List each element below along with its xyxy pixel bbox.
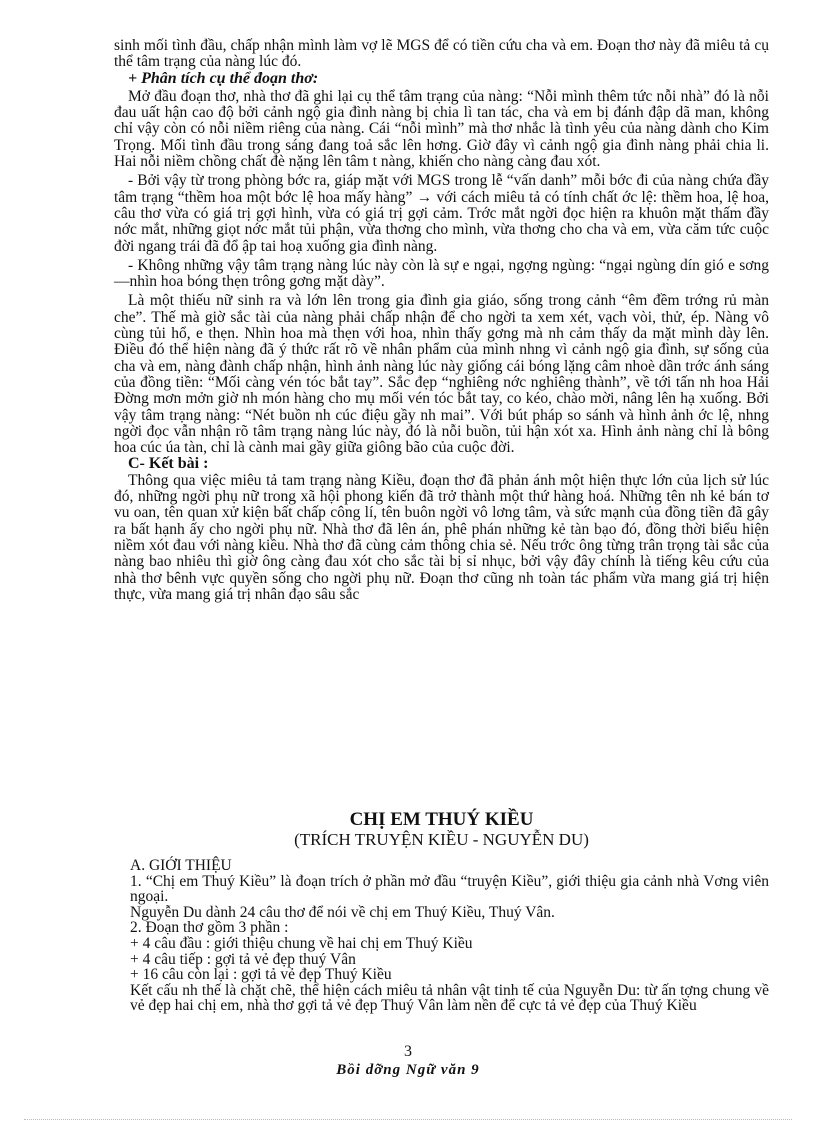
- intro-section: [130, 858, 769, 1014]
- intro-line-7: Kết cấu nh thế là chặt chẽ, thể hiện cách miêu tả nhân vật tinh tế của Nguyễn Du: từ ấn tợng chung về vẻ đẹp hai chị em, nhà thơ gợi tả vẻ đẹp Thuý Vân làm nền để cực tả vẻ đẹp của Thuý Kiều: [130, 981, 769, 1015]
- intro-heading: A. GIỚI THIỆU: [130, 857, 232, 874]
- paragraph-analysis-4: Là một thiếu nữ sinh ra và lớn lên trong gia đình gia giáo, sống trong cảnh “êm đềm trớng rủ màn che”. Thế mà giờ sắc tài của nàng phải chấp nhận để cho ngời ta xem xét, vạch vòi, thử, ép. Nàng vô cùng tủi hổ, e thẹn. Nhìn hoa mà thẹn với hoa, nhìn thấy gơng mà nh cảm thấy da mặt mình dày lên. Điều đó thể hiện nàng đã ý thức rất rõ về nhân phẩm của mình nhng vì cảnh ngộ gia đình, sự sống của cha và em, nàng đành chấp nhận, hình ảnh nàng lúc này giống cái bóng lặng câm nhoè dần trớc ánh sáng của đồng tiền: “Mối càng vén tóc bắt tay”. Sắc đẹp “nghiêng nớc nghiêng thành”, về tới tấn nh hoa Hải Đờng mơn mởn giờ nh món hàng cho mụ mối vén tóc bắt tay, co kéo, chào mời, nâng lên hạ xuống. Bởi vậy tâm trạng nàng: “Nét buồn nh cúc điệu gầy nh mai”. Với bút pháp so sánh và hình ảnh ớc lệ, nhng ngời đọc vẫn nhận rõ tâm trạng nàng lúc này, đó là nỗi buồn, tủi hận xót xa. Hình ảnh nàng chỉ là bông hoa cúc úa tàn, chỉ là cành mai gầy giữa giông bão của cuộc đời.: [114, 292, 769, 457]
- page-bottom-divider: [24, 1119, 792, 1120]
- intro-line-5: + 4 câu tiếp : gợi tả vẻ đẹp thuý Vân: [130, 950, 356, 968]
- intro-line-1: 1. “Chị em Thuý Kiều” là đoạn trích ở phần mở đầu “truyện Kiều”, giới thiệu gia cảnh nhà Vơng viên ngoại.: [130, 872, 769, 906]
- paragraph-conclusion: Thông qua việc miêu tả tam trạng nàng Kiều, đoạn thơ đã phản ánh một hiện thực lớn của lịch sử lúc đó, những ngời phụ nữ trong xã hội phong kiến đã trở thành một thứ hàng hoá. Những tên nh kẻ bán tơ vu oan, tên quan xử kiện bất chấp công lí, tên buôn ngời vô lơng tâm, và sức mạnh của đồng tiền đã gây ra bất hạnh ấy cho ngời phụ nữ. Nhà thơ đã lên án, phê phán những kẻ tàn bạo đó, đồng thời biểu hiện niềm xót đau với nàng kiều. Nhà thơ đã cùng cảm thông chia sẻ. Nếu trớc ông từng trân trọng tài sắc của nàng bao nhiêu thì giờ ông càng đau xót cho sắc tài bị sỉ nhục, bởi vậy đây chính là tiếng kêu cứu của nhà thơ bênh vực quyền sống cho ngời phụ nữ. Đoạn thơ cũng nh toàn tác phẩm vừa mang giá trị hiện thực, vừa mang giá trị nhân đạo sâu sắc: [114, 471, 769, 603]
- paragraph-analysis-3: - Không những vậy tâm trạng nàng lúc này còn là sự e ngại, ngợng ngùng: “ngại ngùng dín gió e sơng —nhìn hoa bóng thẹn trông gơng mặt dày”.: [114, 256, 769, 291]
- conclusion-heading: C- Kết bài :: [128, 455, 209, 473]
- book-title-footer: Bồi dỡng Ngữ văn 9: [336, 1062, 480, 1078]
- paragraph-intro-continuation: sinh mối tình đầu, chấp nhận mình làm vợ lẽ MGS để có tiền cứu cha và em. Đoạn thơ này đã miêu tả cụ thể tâm trạng của nàng lúc đó.: [114, 37, 769, 71]
- intro-line-6: + 16 câu còn lại : gợi tả vẻ đẹp Thuý Kiều: [130, 966, 392, 984]
- paragraph-analysis-2: - Bởi vậy từ trong phòng bớc ra, giáp mặt với MGS trong lễ “vấn danh” mỗi bớc đi của nàng chứa đầy tâm trạng “thềm hoa một bớc lệ hoa mấy hàng” → với cách miêu tả có tính chất ớc lệ: thềm hoa, lệ hoa, câu thơ vừa có giá trị gợi hình, vừa có giá trị gợi cảm. Trớc mắt ngời đọc hiện ra khuôn mặt thấm đầy nớc mắt, những giọt nớc mắt tủi phận, vừa thơng cho mình, vừa thơng cho cha và em, vừa căm tức cuộc đời ngang trái đã đổ ập tai hoạ xuống gia đình nàng.: [114, 172, 769, 255]
- analysis-heading: + Phân tích cụ thể đoạn thơ:: [128, 69, 319, 87]
- page-number: 3: [404, 1043, 412, 1060]
- main-text: [114, 38, 769, 603]
- section-title: CHỊ EM THUÝ KIỀU: [349, 809, 534, 830]
- intro-line-4: + 4 câu đầu : giới thiệu chung về hai chị em Thuý Kiều: [130, 934, 473, 952]
- section-subtitle: (TRÍCH TRUYỆN KIỀU - NGUYỄN DU): [294, 830, 589, 849]
- intro-line-3: 2. Đoạn thơ gồm 3 phần :: [130, 919, 289, 937]
- paragraph-analysis-1: Mở đầu đoạn thơ, nhà thơ đã ghi lại cụ thể tâm trạng của nàng: “Nỗi mình thêm tức nỗi nhà” đó là nỗi đau uất hận cao độ bởi cảnh ngộ gia đình nàng bị chia lì tan tác, cha và em bị đánh đập dã man, không chỉ vậy còn có nỗi niềm riêng của nàng. Cái “nỗi mình” mà thơ nhắc là tình yêu của nàng dành cho Kim Trọng. Mối tình đầu trong sáng đang toả sắc lên hơng. Giờ đây vì cảnh ngộ gia đình nàng phải chia li. Hai nỗi niềm chồng chất đè nặng lên tâm t nàng, khiến cho nàng càng đau xót.: [114, 87, 769, 171]
- intro-line-2: Nguyễn Du dành 24 câu thơ để nói về chị em Thuý Kiều, Thuý Vân.: [130, 903, 555, 921]
- section-title-block: [114, 810, 769, 849]
